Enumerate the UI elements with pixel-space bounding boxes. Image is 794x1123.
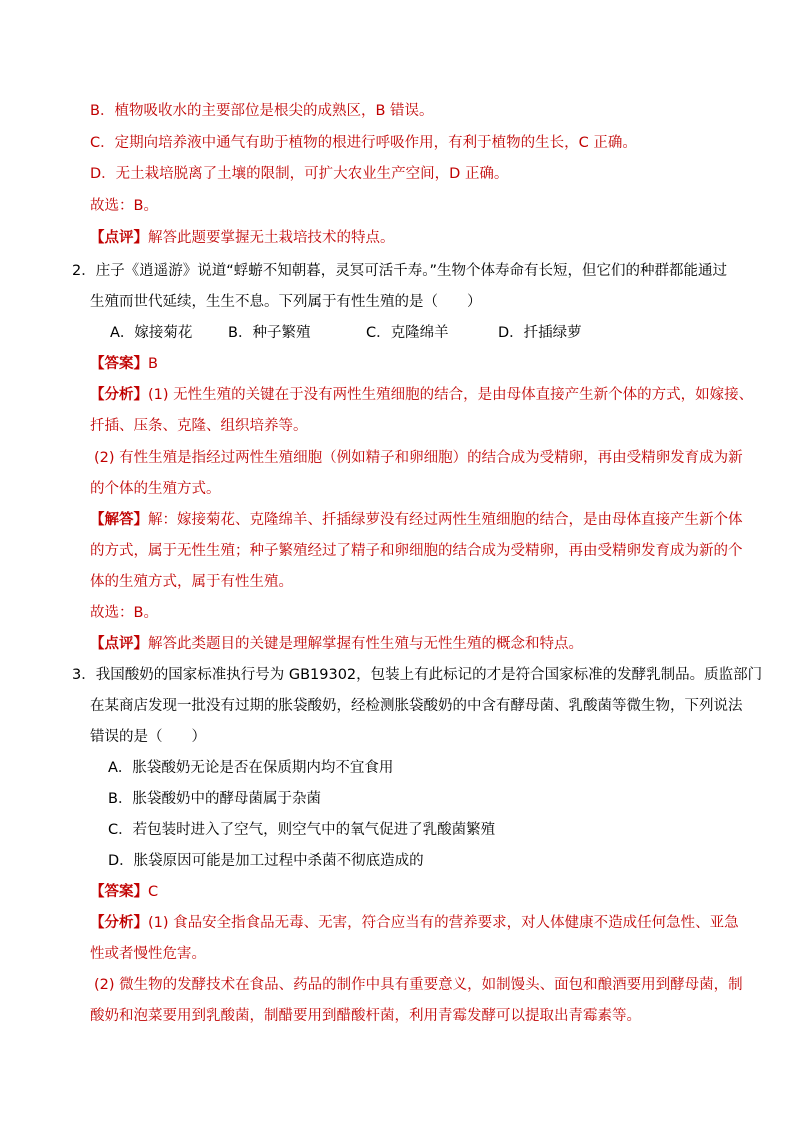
comment-tag: 【点评】 <box>90 636 148 652</box>
q2-option-b: B．种子繁殖 <box>228 325 311 341</box>
q2-solution-line-1 <box>90 510 743 530</box>
q1-option-d-analysis: D．无土栽培脱离了土壤的限制，可扩大农业生产空间，D 正确。 <box>90 166 509 182</box>
answer-value: B <box>148 356 158 372</box>
q3-analysis-line-2: 性或者慢性危害。 <box>90 946 206 962</box>
q3-analysis-line-4: 酸奶和泡菜要用到乳酸菌，制醋要用到醋酸杆菌，利用青霉发酵可以提取出青霉素等。 <box>90 1008 641 1024</box>
answer-tag: 【答案】 <box>90 884 148 900</box>
q3-option-c: C．若包装时进入了空气，则空气中的氧气促进了乳酸菌繁殖 <box>108 822 496 838</box>
q3-analysis-line-1 <box>90 913 739 933</box>
q3-option-a: A．胀袋酸奶无论是否在保质期内均不宜食用 <box>108 760 394 776</box>
q2-stem-line-2: 生殖而世代延续，生生不息。下列属于有性生殖的是（ ） <box>90 294 482 310</box>
q3-option-b: B．胀袋酸奶中的酵母菌属于杂菌 <box>108 791 321 807</box>
q3-stem-line-1: 3．我国酸奶的国家标准执行号为 GB19302，包装上有此标记的才是符合国家标准的发酵乳制品。质监部门 <box>72 667 763 683</box>
analysis-tag: 【分析】 <box>90 915 148 931</box>
q2-solution-line-3: 体的生殖方式，属于有性生殖。 <box>90 574 293 590</box>
comment-text: 解答此类题目的关键是理解掌握有性生殖与无性生殖的概念和特点。 <box>148 636 583 652</box>
q3-stem-line-3: 错误的是（ ） <box>90 729 206 745</box>
q3-option-d: D．胀袋原因可能是加工过程中杀菌不彻底造成的 <box>108 853 424 869</box>
answer-value: C <box>148 884 159 900</box>
q2-analysis-line-3: (2) 有性生殖是指经过两性生殖细胞（例如精子和卵细胞）的结合成为受精卵，再由受精卵发育成为新 <box>94 450 743 466</box>
q2-option-a: A．嫁接菊花 <box>110 325 193 341</box>
analysis-tag: 【分析】 <box>90 387 148 403</box>
q2-analysis-line-2: 扦插、压条、克隆、组织培养等。 <box>90 418 308 434</box>
q2-stem-line-1: 2．庄子《逍遥游》说道“蜉蝣不知朝暮，灵冥可活千寿。”生物个体寿命有长短，但它们的种群都能通过 <box>72 263 727 279</box>
comment-tag: 【点评】 <box>90 230 148 246</box>
q3-analysis-line-3: (2) 微生物的发酵技术在食品、药品的制作中具有重要意义，如制馒头、面包和酿酒要用到酵母菌，制 <box>94 977 743 993</box>
q2-analysis-line-1 <box>90 385 753 405</box>
answer-tag: 【答案】 <box>90 356 148 372</box>
solution-text: 解：嫁接菊花、克隆绵羊、扦插绿萝没有经过两性生殖细胞的结合，是由母体直接产生新个体 <box>148 512 743 528</box>
analysis-text: (1) 食品安全指食品无毒、无害，符合应当有的营养要求，对人体健康不造成任何急性、亚急 <box>148 915 739 931</box>
q2-solution-line-2: 的方式，属于无性生殖；种子繁殖经过了精子和卵细胞的结合成为受精卵，再由受精卵发育成为新的个 <box>90 543 743 559</box>
q2-option-d: D．扦插绿萝 <box>498 325 582 341</box>
q2-choice: 故选：B。 <box>90 605 158 621</box>
q3-answer <box>90 882 158 902</box>
analysis-text: (1) 无性生殖的关键在于没有两性生殖细胞的结合，是由母体直接产生新个体的方式，如嫁接、 <box>148 387 754 403</box>
q1-choice: 故选：B。 <box>90 198 158 214</box>
q2-answer <box>90 354 158 374</box>
q2-option-c: C．克隆绵羊 <box>366 325 449 341</box>
comment-text: 解答此题要掌握无土栽培技术的特点。 <box>148 230 395 246</box>
q1-option-c-analysis: C．定期向培养液中通气有助于植物的根进行呼吸作用，有利于植物的生长，C 正确。 <box>90 135 637 151</box>
solution-tag: 【解答】 <box>90 512 148 528</box>
q2-analysis-line-4: 的个体的生殖方式。 <box>90 481 221 497</box>
q3-stem-line-2: 在某商店发现一批没有过期的胀袋酸奶，经检测胀袋酸奶的中含有酵母菌、乳酸菌等微生物，下列说法 <box>90 698 743 714</box>
q1-comment <box>90 228 395 248</box>
q1-option-b-analysis: B．植物吸收水的主要部位是根尖的成熟区，B 错误。 <box>90 103 434 119</box>
q2-comment <box>90 634 583 654</box>
